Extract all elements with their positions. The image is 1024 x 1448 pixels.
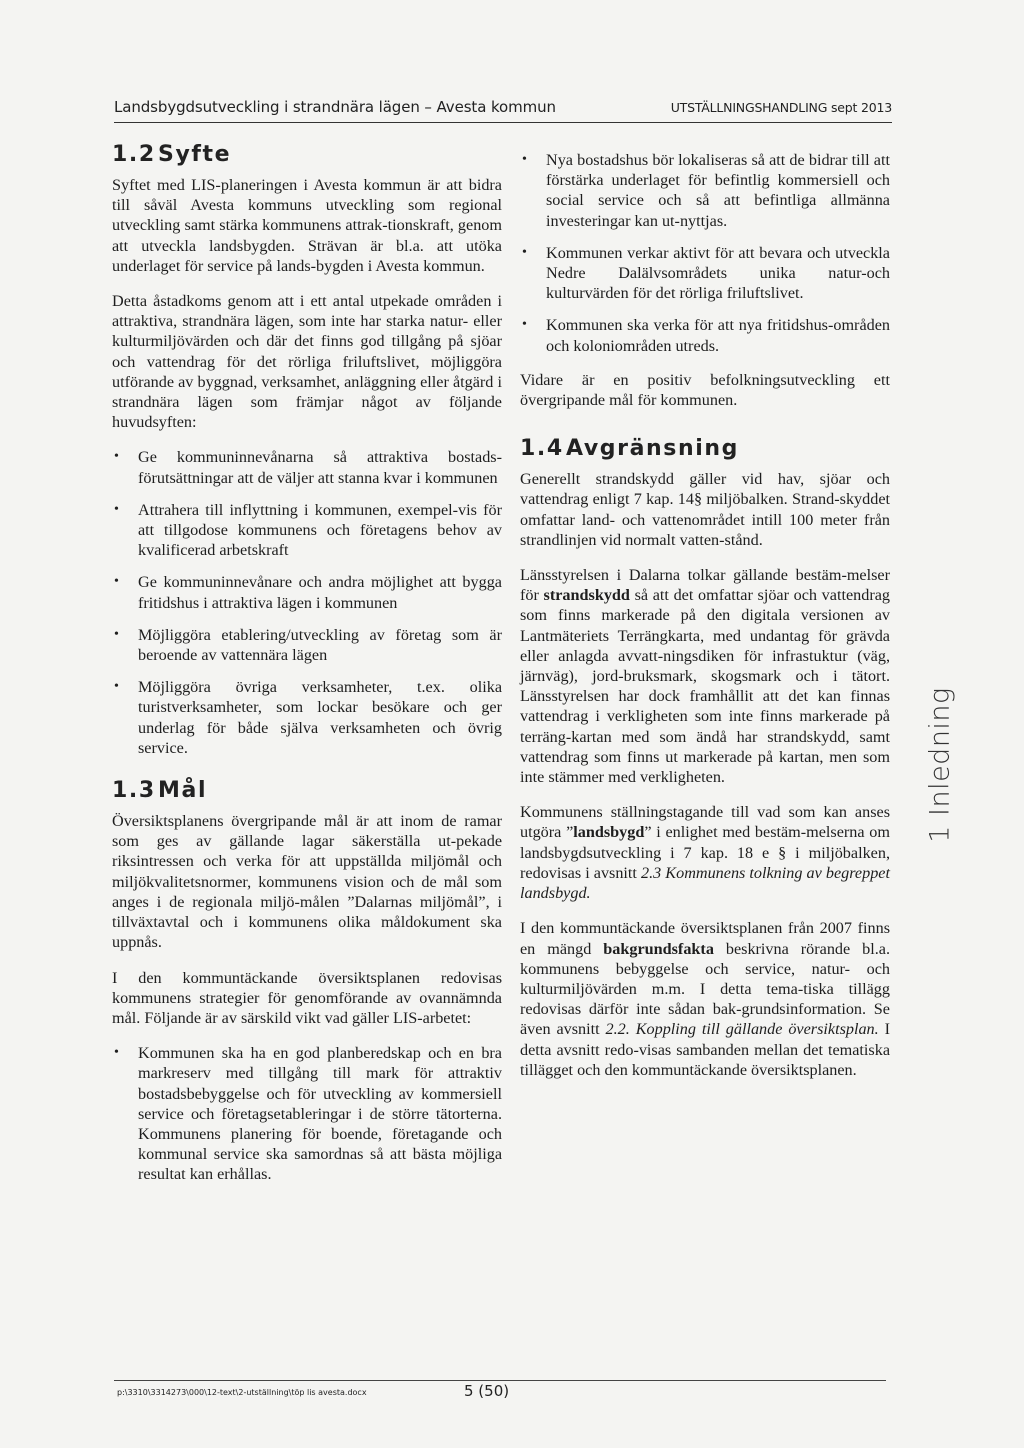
chapter-label: 1 Inledning bbox=[924, 687, 956, 843]
list-item-text: Attrahera till inflyttning i kommunen, exempel-vis för att tillgodose kommunens och företagens behov av kvalificerad arbetskraft bbox=[138, 500, 502, 560]
section-reference: 2.2. Koppling till gällande översiktsplan. bbox=[605, 1020, 879, 1039]
text-run: så att det omfattar sjöar och vattendrag som finns markerade på den digitala versionen av Lantmäteriets Terrängkarta, med undantag för grävda eller anlagda avvatt-ningsdiken för infrastuktur (väg, järnväg), jord-bruksmark, skogsmark och i tätort. Länsstyrelsen har dock framhållit att det kan finnas vattendrag i verkligheten som inte finns markerade på terräng-kartan med som ändå har strandskydd, samt vattendrag som finns ut markerade på kartan, men som inte stämmer med verkligheten. bbox=[520, 586, 890, 787]
bullet-icon: • bbox=[114, 626, 119, 642]
text-run: Länsstyrelsen i Dalarna tolkar gällande bestäm-melser för bbox=[520, 566, 890, 605]
section-heading-avgransning bbox=[520, 436, 890, 461]
section-title: Syfte bbox=[158, 142, 232, 167]
text-run: I den kommuntäckande översiktsplanen från 2007 finns en mängd bbox=[520, 919, 890, 958]
bold-term: landsbygd bbox=[573, 823, 645, 842]
section-number: 1.2 bbox=[112, 142, 156, 167]
list-item bbox=[112, 500, 502, 561]
right-column bbox=[520, 142, 890, 1095]
text-run: beskrivna rörande bl.a. kommunens bebyggelse och service, natur- och kulturmiljövärden m.m. I detta tema-tiska tillägg redovisas därför inte sådan bak-grundsinformation. Se även avsnitt bbox=[520, 939, 891, 1039]
list-item-text: Kommunen ska verka för att nya fritidshus-områden och koloniområden utreds. bbox=[546, 316, 890, 355]
list-item bbox=[520, 150, 890, 231]
file-path: p:\3310\3314273\000\12-text\2-utställning\töp lis avesta.docx bbox=[117, 1388, 367, 1397]
left-column bbox=[112, 142, 502, 1199]
list-item-text: Möjliggöra övriga verksamheter, t.ex. olika turistverksamheter, som lockar besökare och ger underlag för både själva verksamheten och övrig service. bbox=[138, 678, 502, 757]
paragraph: Översiktsplanens övergripande mål är att inom de ramar som ges av gällande lagar säkerställa ut-pekade riksintressen och verka för att uppställda miljömål och miljökvalitetsnormer, kommunens vision och de mål som anges i de regionala miljö-målen ”Dalarnas miljömål”, i tillväxtavtal och i kommunens olika måldokument ska uppnås. bbox=[112, 812, 502, 952]
section-reference: 2.3 Kommunens tolkning av begreppet landsbygd. bbox=[520, 863, 890, 903]
section-number: 1.3 bbox=[112, 778, 156, 804]
bullet-icon: • bbox=[114, 679, 119, 695]
page-header bbox=[114, 98, 892, 123]
section-number: 1.4 bbox=[520, 436, 564, 462]
text-run: ” i enlighet med bestäm-melserna om landsbygdsutveckling i 7 kap. 18 e § i miljöbalken, redovisas i avsnitt bbox=[520, 823, 890, 882]
paragraph bbox=[520, 565, 890, 787]
bullet-icon: • bbox=[522, 317, 527, 333]
bullet-icon: • bbox=[114, 501, 119, 517]
header-title: Landsbygdsutveckling i strandnära lägen – Avesta kommun bbox=[114, 98, 556, 116]
list-item bbox=[112, 572, 502, 612]
footer-divider bbox=[114, 1380, 886, 1381]
text-run: Kommunens ställningstagande till vad som kan anses utgöra ” bbox=[520, 803, 890, 842]
bullet-list bbox=[520, 150, 890, 356]
paragraph: Vidare är en positiv befolkningsutveckling ett övergripande mål för kommunen. bbox=[520, 370, 890, 410]
paragraph bbox=[520, 918, 890, 1080]
chapter-side-tab bbox=[920, 687, 960, 843]
section-heading-syfte bbox=[112, 142, 502, 167]
text-run: I detta avsnitt redo-visas sambanden mellan det tematiska tillägget och den kommuntäckande översiktsplanen. bbox=[520, 1020, 890, 1079]
paragraph bbox=[520, 802, 890, 903]
list-item-text: Kommunen ska ha en god planberedskap och en bra markreserv med tillgång till mark för attraktiv bostadsbebyggelse och för utveckling av kommersiell service och företagsetableringar i de större tätorterna. Kommunens planering för boende, företagande och kommunal service ska samordnas så att bästa möjliga resultat kan erhållas. bbox=[138, 1044, 502, 1184]
header-status: UTSTÄLLNINGSHANDLING sept 2013 bbox=[670, 100, 892, 115]
list-item-text: Kommunen verkar aktivt för att bevara och utveckla Nedre Dalälvsområdets unika natur-och kulturvärden för det rörliga friluftslivet. bbox=[546, 243, 890, 303]
list-item-text: Ge kommuninnevånarna så attraktiva bostads-förutsättningar att de väljer att stanna kvar i kommunen bbox=[138, 448, 502, 487]
list-item bbox=[520, 315, 890, 355]
list-item bbox=[112, 677, 502, 758]
list-item bbox=[112, 1043, 502, 1184]
bullet-icon: • bbox=[114, 574, 119, 590]
bullet-icon: • bbox=[522, 152, 527, 167]
paragraph: I den kommuntäckande översiktsplanen redovisas kommunens strategier för genomförande av ovannämnda mål. Följande är av särskild vikt vad gäller LIS-arbetet: bbox=[112, 968, 502, 1027]
list-item bbox=[520, 243, 890, 304]
list-item-text: Möjliggöra etablering/utveckling av företag som är beroende av vattennära lägen bbox=[138, 625, 502, 665]
bullet-icon: • bbox=[114, 1045, 119, 1061]
list-item bbox=[112, 625, 502, 665]
bullet-icon: • bbox=[522, 244, 527, 260]
list-item-text: Nya bostadshus bör lokaliseras så att de bidrar till att förstärka underlaget för befintlig kommersiell och social service och så att befintliga allmänna investeringar kan ut-nyttjas. bbox=[546, 151, 890, 230]
list-item bbox=[112, 447, 502, 487]
paragraph: Detta åstadkoms genom att i ett antal utpekade områden i attraktiva, strandnära lägen, som inte har starka natur- eller kulturmiljövärden och där det finns god tillgång på sjöar och vattendrag för det rörliga friluftslivet, möjliggöra utförande av byggnad, verksamhet, anläggning eller åtgärd i strandnära lägen som främjar något av följande huvudsyften: bbox=[112, 292, 502, 432]
paragraph: Syftet med LIS-planeringen i Avesta kommun är att bidra till såväl Avesta kommuns utveckling som regional utveckling samt stärka kommunens attrak-tionskraft, genom att utveckla landsbygden. Strävan är bl.a. att utöka underlaget för service på lands-bygden i Avesta kommun. bbox=[112, 176, 502, 275]
bold-term: strandskydd bbox=[543, 586, 630, 605]
section-title: Mål bbox=[158, 778, 208, 804]
bullet-icon: • bbox=[114, 449, 119, 465]
list-item-text: Ge kommuninnevånare och andra möjlighet att bygga fritidshus i attraktiva lägen i kommunen bbox=[138, 573, 502, 612]
section-heading-mal bbox=[112, 778, 502, 803]
page-number: 5 (50) bbox=[464, 1382, 510, 1400]
paragraph: Generellt strandskydd gäller vid hav, sjöar och vattendrag enligt 7 kap. 14§ miljöbalken. Strand-skyddet omfattar land- och vattenområdet intill 100 meter från strandlinjen vid normalt vatten-stånd. bbox=[520, 470, 890, 549]
bold-term: bakgrundsfakta bbox=[603, 939, 714, 958]
section-title: Avgränsning bbox=[566, 436, 739, 462]
bullet-list bbox=[112, 1043, 502, 1184]
bullet-list bbox=[112, 447, 502, 758]
